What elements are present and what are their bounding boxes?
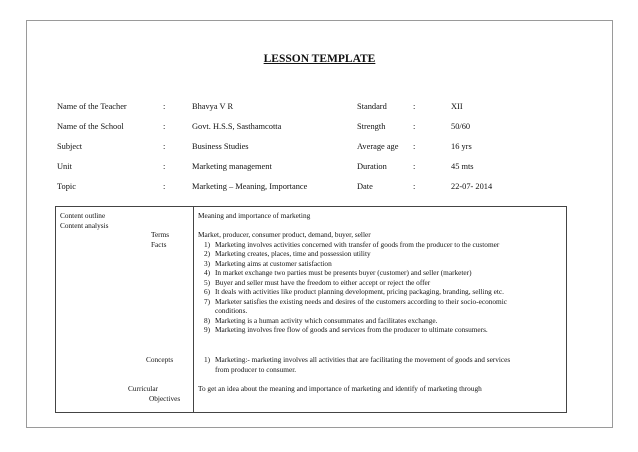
strength-label: Strength	[357, 122, 386, 131]
school-value: Govt. H.S.S, Sasthamcotta	[192, 122, 282, 131]
fact-number: 3)	[204, 258, 211, 268]
concept-text: Marketing:- marketing involves all activities that are facilitating the movement of goods and services	[215, 355, 511, 364]
concepts-label: Concepts	[146, 355, 174, 364]
duration-label: Duration	[357, 162, 387, 171]
content-outline-value: Meaning and importance of marketing	[198, 211, 311, 220]
fact-text: It deals with activities like product planning development, pricing packaging, branding, selling etc.	[215, 287, 504, 296]
unit-label: Unit	[57, 162, 72, 171]
concept-text-continued: from producer to consumer.	[215, 364, 297, 374]
colon: :	[413, 102, 416, 111]
fact-text: In market exchange two parties must be presents buyer (customer) and seller (marketer)	[215, 268, 472, 277]
info-row-subject	[27, 142, 612, 154]
fact-number: 5)	[204, 277, 211, 287]
school-label: Name of the School	[57, 122, 124, 131]
page-title: LESSON TEMPLATE	[263, 53, 376, 65]
fact-text: Marketer satisfies the existing needs and desires of the customers according to their socio-economic	[215, 296, 507, 306]
colon: :	[413, 122, 416, 131]
facts-label: Facts	[151, 239, 167, 249]
fact-number: 6)	[204, 287, 211, 296]
standard-label: Standard	[357, 102, 387, 111]
objectives-label: Objectives	[149, 393, 181, 403]
document-page	[26, 20, 613, 428]
unit-value: Marketing management	[192, 162, 272, 171]
fact-number: 9)	[204, 325, 211, 334]
fact-text-continued: conditions.	[215, 306, 248, 315]
standard-value: XII	[451, 102, 463, 111]
curricular-label: Curricular	[128, 384, 158, 393]
date-value: 22-07- 2014	[451, 182, 493, 191]
colon: :	[163, 182, 166, 191]
colon: :	[413, 182, 416, 191]
info-row-school	[27, 122, 612, 134]
content-analysis-label: Content analysis	[60, 220, 109, 230]
colon: :	[413, 162, 416, 171]
info-row-unit	[27, 162, 612, 174]
fact-text: Marketing involves activities concerned with transfer of goods from the producer to the customer	[215, 239, 500, 249]
subject-value: Business Studies	[192, 142, 249, 151]
average-age-label: Average age	[357, 142, 399, 151]
fact-text: Marketing involves free flow of goods and services from the producer to ultimate consumers.	[215, 325, 488, 334]
info-row-topic	[27, 182, 612, 194]
subject-label: Subject	[57, 142, 83, 151]
fact-text: Marketing aims at customer satisfaction	[215, 258, 332, 268]
teacher-label: Name of the Teacher	[57, 102, 127, 111]
fact-number: 8)	[204, 315, 211, 325]
fact-number: 1)	[204, 239, 211, 249]
content-table	[55, 206, 567, 413]
content-outline-label: Content outline	[60, 211, 106, 220]
strength-value: 50/60	[451, 122, 471, 131]
fact-number: 7)	[204, 296, 211, 306]
colon: :	[163, 142, 166, 151]
duration-value: 45 mts	[451, 162, 474, 171]
topic-label: Topic	[57, 182, 76, 191]
teacher-value: Bhavya V R	[192, 102, 234, 111]
concept-number: 1)	[204, 355, 211, 364]
column-divider	[193, 207, 194, 412]
objectives-value: To get an idea about the meaning and importance of marketing and identify of marketing through	[198, 384, 482, 393]
fact-number: 4)	[204, 268, 211, 277]
fact-text: Buyer and seller must have the freedom to either accept or reject the offer	[215, 277, 431, 287]
terms-label: Terms	[151, 230, 170, 239]
colon: :	[413, 142, 416, 151]
fact-text: Marketing creates, places, time and possession utility	[215, 249, 371, 258]
colon: :	[163, 122, 166, 131]
topic-value: Marketing – Meaning, Importance	[192, 182, 308, 191]
colon: :	[163, 102, 166, 111]
average-age-value: 16 yrs	[451, 142, 472, 151]
terms-value: Market, producer, consumer product, demand, buyer, seller	[198, 230, 371, 239]
date-label: Date	[357, 182, 373, 191]
fact-number: 2)	[204, 249, 211, 258]
info-row-teacher	[27, 102, 612, 114]
fact-text: Marketing is a human activity which consummates and facilitates exchange.	[215, 315, 438, 325]
colon: :	[163, 162, 166, 171]
